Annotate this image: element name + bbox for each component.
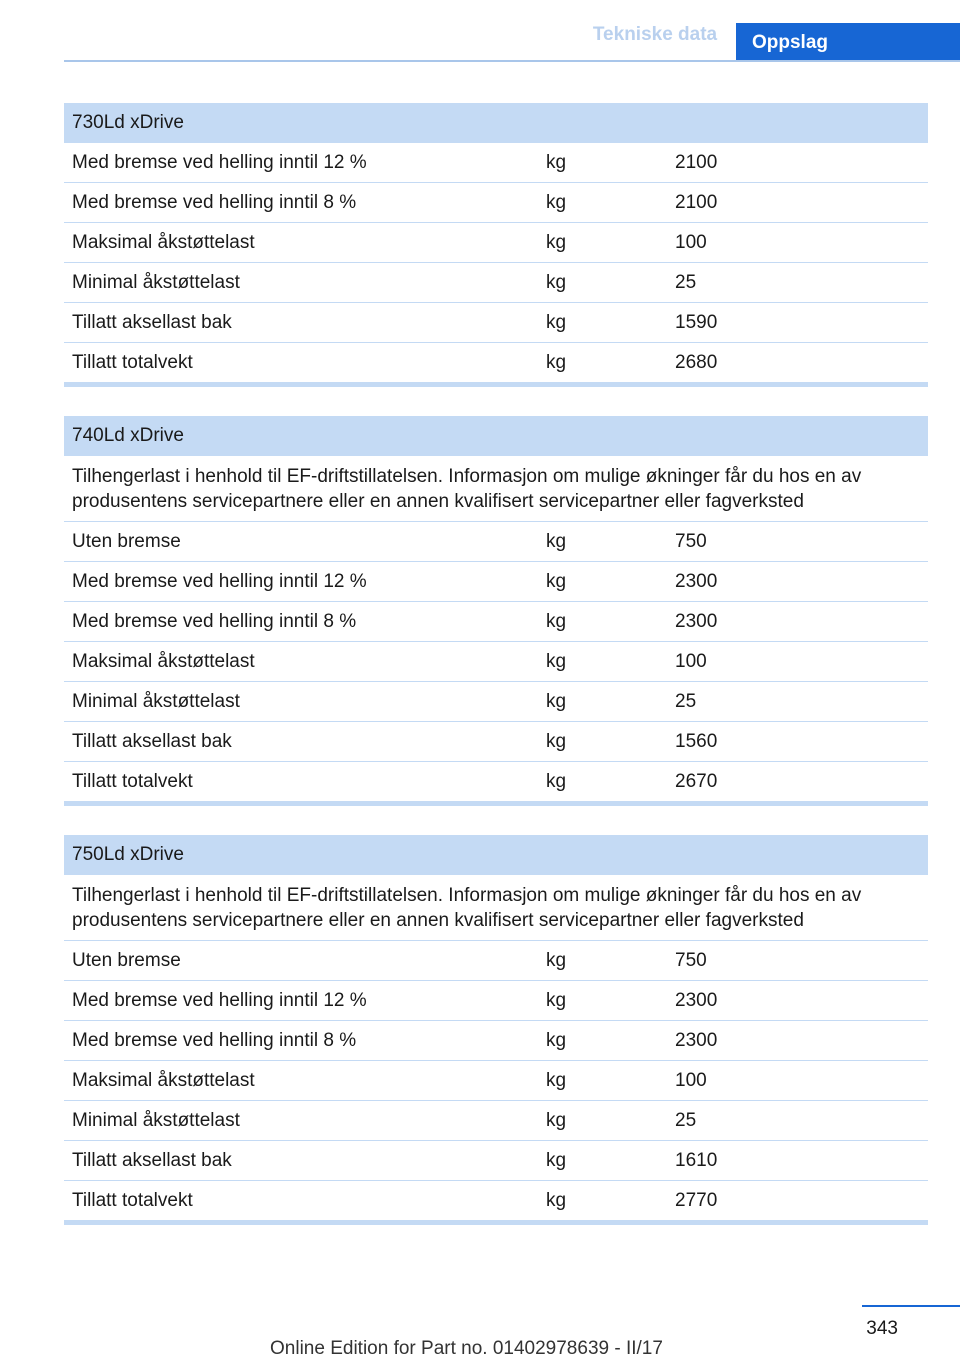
row-value: 2100 — [675, 152, 718, 173]
row-label: Tillatt aksellast bak — [72, 731, 232, 752]
row-value: 2770 — [675, 1190, 718, 1211]
table-row — [64, 143, 928, 183]
row-label: Med bremse ved helling inntil 12 % — [72, 152, 367, 173]
row-label: Minimal åkstøttelast — [72, 1110, 240, 1131]
table-title: 730Ld xDrive — [64, 103, 928, 143]
table-row — [64, 762, 928, 801]
row-unit: kg — [546, 312, 567, 333]
tab-oppslag[interactable]: Oppslag — [736, 23, 960, 62]
row-label: Med bremse ved helling inntil 12 % — [72, 990, 367, 1011]
row-unit: kg — [546, 731, 567, 752]
row-label: Med bremse ved helling inntil 8 % — [72, 1030, 357, 1051]
spec-table-730ld — [64, 103, 928, 387]
row-value: 2300 — [675, 990, 718, 1011]
table-row — [64, 1181, 928, 1220]
row-unit: kg — [546, 192, 567, 213]
table-row — [64, 263, 928, 303]
row-unit: kg — [546, 771, 567, 792]
header-divider — [64, 60, 960, 62]
table-row — [64, 682, 928, 722]
row-value: 2100 — [675, 192, 718, 213]
row-value: 100 — [675, 232, 707, 253]
table-row — [64, 602, 928, 642]
table-row — [64, 981, 928, 1021]
row-unit: kg — [546, 651, 567, 672]
table-row — [64, 183, 928, 223]
row-unit: kg — [546, 531, 567, 552]
table-note: Tilhengerlast i henhold til EF-driftstillatelsen. Informasjon om mulige økninger får du hos en av produsentens servicepartnere eller en annen kvalifisert servicepartner eller fagverksted — [64, 456, 928, 522]
table-row — [64, 562, 928, 602]
row-label: Tillatt totalvekt — [72, 1190, 193, 1211]
table-title: 740Ld xDrive — [64, 416, 928, 456]
row-label: Uten bremse — [72, 531, 181, 552]
table-end-rule — [64, 1220, 928, 1225]
row-unit: kg — [546, 1070, 567, 1091]
table-row — [64, 722, 928, 762]
table-row — [64, 223, 928, 263]
row-unit: kg — [546, 1030, 567, 1051]
page-header — [0, 0, 960, 62]
row-value: 25 — [675, 691, 697, 712]
row-value: 1560 — [675, 731, 718, 752]
row-unit: kg — [546, 611, 567, 632]
row-value: 2300 — [675, 611, 718, 632]
row-unit: kg — [546, 1110, 567, 1131]
spec-table-750ld — [64, 835, 928, 1225]
spec-table-740ld — [64, 416, 928, 806]
table-row — [64, 303, 928, 343]
table-row — [64, 343, 928, 382]
row-unit: kg — [546, 352, 567, 373]
table-end-rule — [64, 382, 928, 387]
footer-rule — [862, 1305, 960, 1307]
row-value: 25 — [675, 272, 697, 293]
table-row — [64, 522, 928, 562]
table-row — [64, 642, 928, 682]
row-label: Med bremse ved helling inntil 8 % — [72, 611, 357, 632]
row-label: Maksimal åkstøttelast — [72, 1070, 255, 1091]
row-unit: kg — [546, 950, 567, 971]
row-unit: kg — [546, 571, 567, 592]
row-label: Med bremse ved helling inntil 8 % — [72, 192, 357, 213]
table-note: Tilhengerlast i henhold til EF-driftstillatelsen. Informasjon om mulige økninger får du hos en av produsentens servicepartnere eller en annen kvalifisert servicepartner eller fagverksted — [64, 875, 928, 941]
row-label: Minimal åkstøttelast — [72, 272, 240, 293]
row-label: Med bremse ved helling inntil 12 % — [72, 571, 367, 592]
row-value: 2680 — [675, 352, 718, 373]
row-label: Tillatt aksellast bak — [72, 312, 232, 333]
table-row — [64, 1061, 928, 1101]
row-label: Maksimal åkstøttelast — [72, 651, 255, 672]
row-unit: kg — [546, 1150, 567, 1171]
row-value: 2670 — [675, 771, 718, 792]
row-value: 750 — [675, 531, 707, 552]
row-label: Maksimal åkstøttelast — [72, 232, 255, 253]
row-label: Tillatt totalvekt — [72, 352, 193, 373]
row-value: 1610 — [675, 1150, 718, 1171]
row-unit: kg — [546, 691, 567, 712]
row-unit: kg — [546, 1190, 567, 1211]
table-title: 750Ld xDrive — [64, 835, 928, 875]
row-label: Tillatt aksellast bak — [72, 1150, 232, 1171]
row-value: 1590 — [675, 312, 718, 333]
row-label: Uten bremse — [72, 950, 181, 971]
row-value: 25 — [675, 1110, 697, 1131]
row-value: 100 — [675, 1070, 707, 1091]
edition-footer: Online Edition for Part no. 01402978639 - II/17 — [270, 1338, 663, 1359]
table-end-rule — [64, 801, 928, 806]
table-row — [64, 1101, 928, 1141]
row-unit: kg — [546, 152, 567, 173]
row-value: 2300 — [675, 571, 718, 592]
row-unit: kg — [546, 272, 567, 293]
table-row — [64, 1141, 928, 1181]
row-label: Tillatt totalvekt — [72, 771, 193, 792]
row-value: 100 — [675, 651, 707, 672]
row-unit: kg — [546, 232, 567, 253]
page-number: 343 — [866, 1318, 898, 1339]
table-row — [64, 941, 928, 981]
row-label: Minimal åkstøttelast — [72, 691, 240, 712]
table-row — [64, 1021, 928, 1061]
tab-tekniske-data[interactable]: Tekniske data — [592, 24, 718, 45]
row-value: 750 — [675, 950, 707, 971]
row-unit: kg — [546, 990, 567, 1011]
row-value: 2300 — [675, 1030, 718, 1051]
